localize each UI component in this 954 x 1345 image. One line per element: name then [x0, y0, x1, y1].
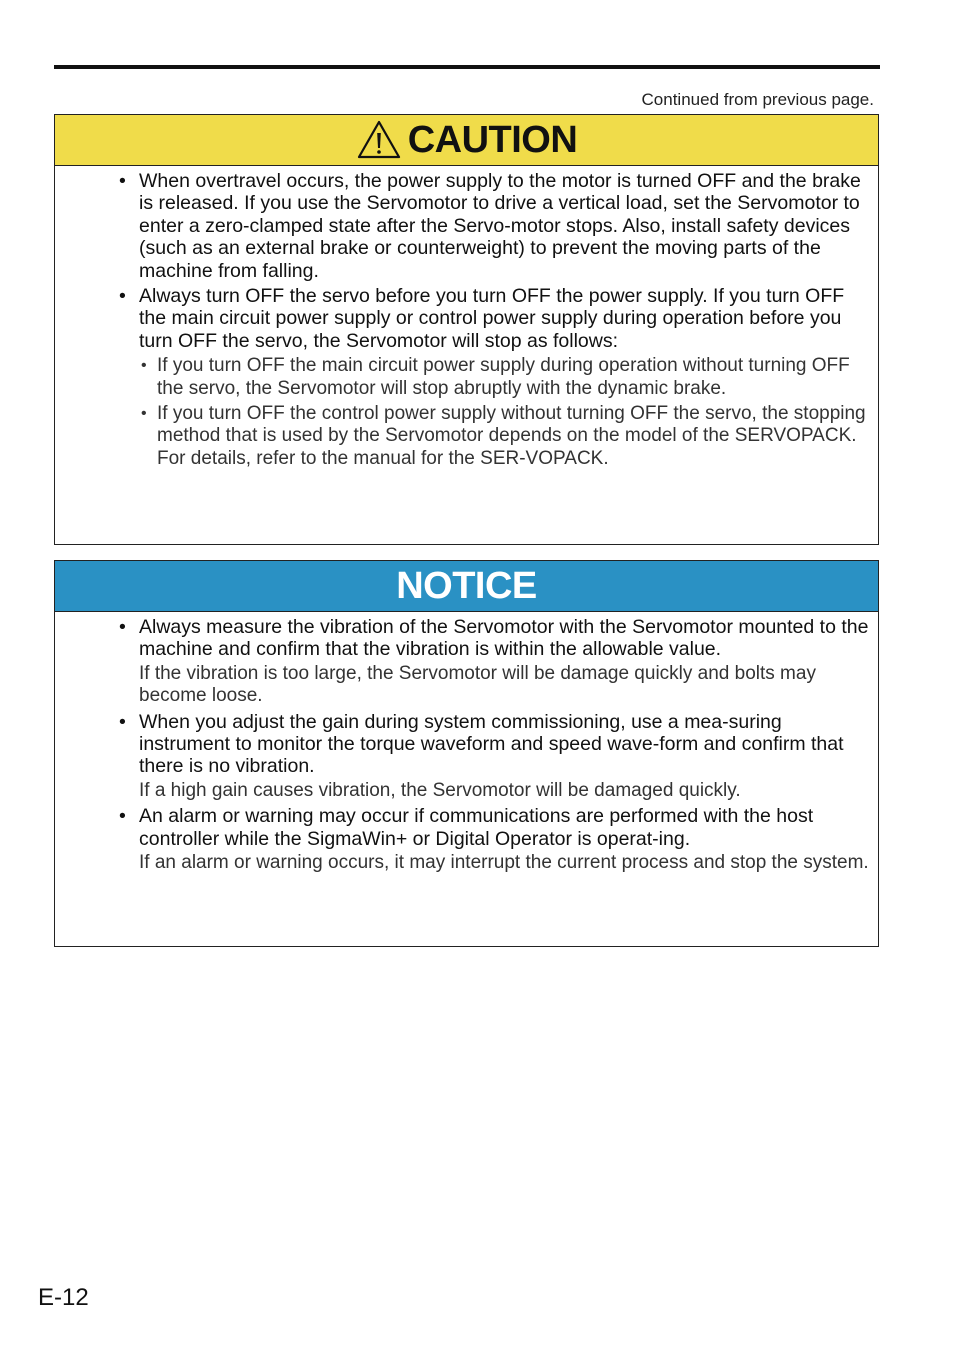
- caution-title: CAUTION: [407, 118, 578, 161]
- caution-header: [55, 115, 878, 166]
- sub-bullet-icon: •: [141, 357, 147, 375]
- notice-item-text: When you adjust the gain during system commissioning, use a mea-suring instrument to monitor the torque waveform and speed wave-form and confirm that there is no vibration.: [139, 710, 844, 778]
- page-number: E-12: [38, 1284, 89, 1311]
- caution-item-text: When overtravel occurs, the power supply to the motor is turned OFF and the brake is released. If you use the Servomotor to drive a vertical load, set the Servomotor to enter a zero-clamped state after the Servo-motor stops. Also, install safety devices (such as an external brake or counterweight) to prevent the moving parts of the machine from falling.: [139, 170, 861, 282]
- notice-title: NOTICE: [396, 564, 537, 607]
- warning-triangle-icon: [356, 119, 402, 161]
- caution-item-text: Always turn OFF the servo before you turn OFF the power supply. If you turn OFF the main circuit power supply or control power supply during operation before you turn OFF the servo, the Servomotor will stop as follows:: [139, 285, 845, 352]
- bullet-icon: •: [119, 805, 126, 828]
- notice-item-text: Always measure the vibration of the Servomotor with the Servomotor mounted to the machine and confirm that the vibration is within the allowable value.: [139, 616, 869, 661]
- caution-subitem: [139, 403, 872, 470]
- top-rule: [54, 65, 880, 69]
- bullet-icon: •: [119, 285, 126, 308]
- caution-item: [117, 170, 872, 282]
- continued-note: Continued from previous page.: [641, 90, 874, 109]
- notice-item: [117, 711, 872, 803]
- bullet-icon: •: [119, 616, 126, 638]
- notice-header: [55, 561, 878, 612]
- notice-item-note: If a high gain causes vibration, the Servomotor will be damaged quickly.: [139, 779, 741, 801]
- caution-subitem-text: If you turn OFF the control power supply without turning OFF the servo, the stopping method that is used by the Servomotor depends on the model of the SERVOPACK. For details, refer to the manual for the SER-VOPACK.: [157, 403, 866, 469]
- caution-subitem: [139, 355, 872, 400]
- notice-item-note: If the vibration is too large, the Servomotor will be damage quickly and bolts may become loose.: [139, 662, 816, 707]
- sub-bullet-icon: •: [141, 405, 147, 423]
- notice-item: [117, 805, 872, 874]
- notice-item-text: An alarm or warning may occur if communications are performed with the host controller while the SigmaWin+ or Digital Operator is operat-ing.: [139, 805, 814, 850]
- notice-item: [117, 616, 872, 708]
- caution-body: [55, 166, 878, 470]
- bullet-icon: •: [119, 170, 126, 192]
- caution-box: [54, 114, 879, 545]
- notice-body: [55, 612, 878, 874]
- caution-subitem-text: If you turn OFF the main circuit power supply during operation without turning OFF the servo, the Servomotor will stop abruptly with the dynamic brake.: [157, 355, 850, 399]
- bullet-icon: •: [119, 710, 126, 733]
- caution-item: [117, 285, 872, 470]
- notice-box: [54, 560, 879, 947]
- notice-item-note: If an alarm or warning occurs, it may interrupt the current process and stop the system.: [139, 852, 869, 874]
